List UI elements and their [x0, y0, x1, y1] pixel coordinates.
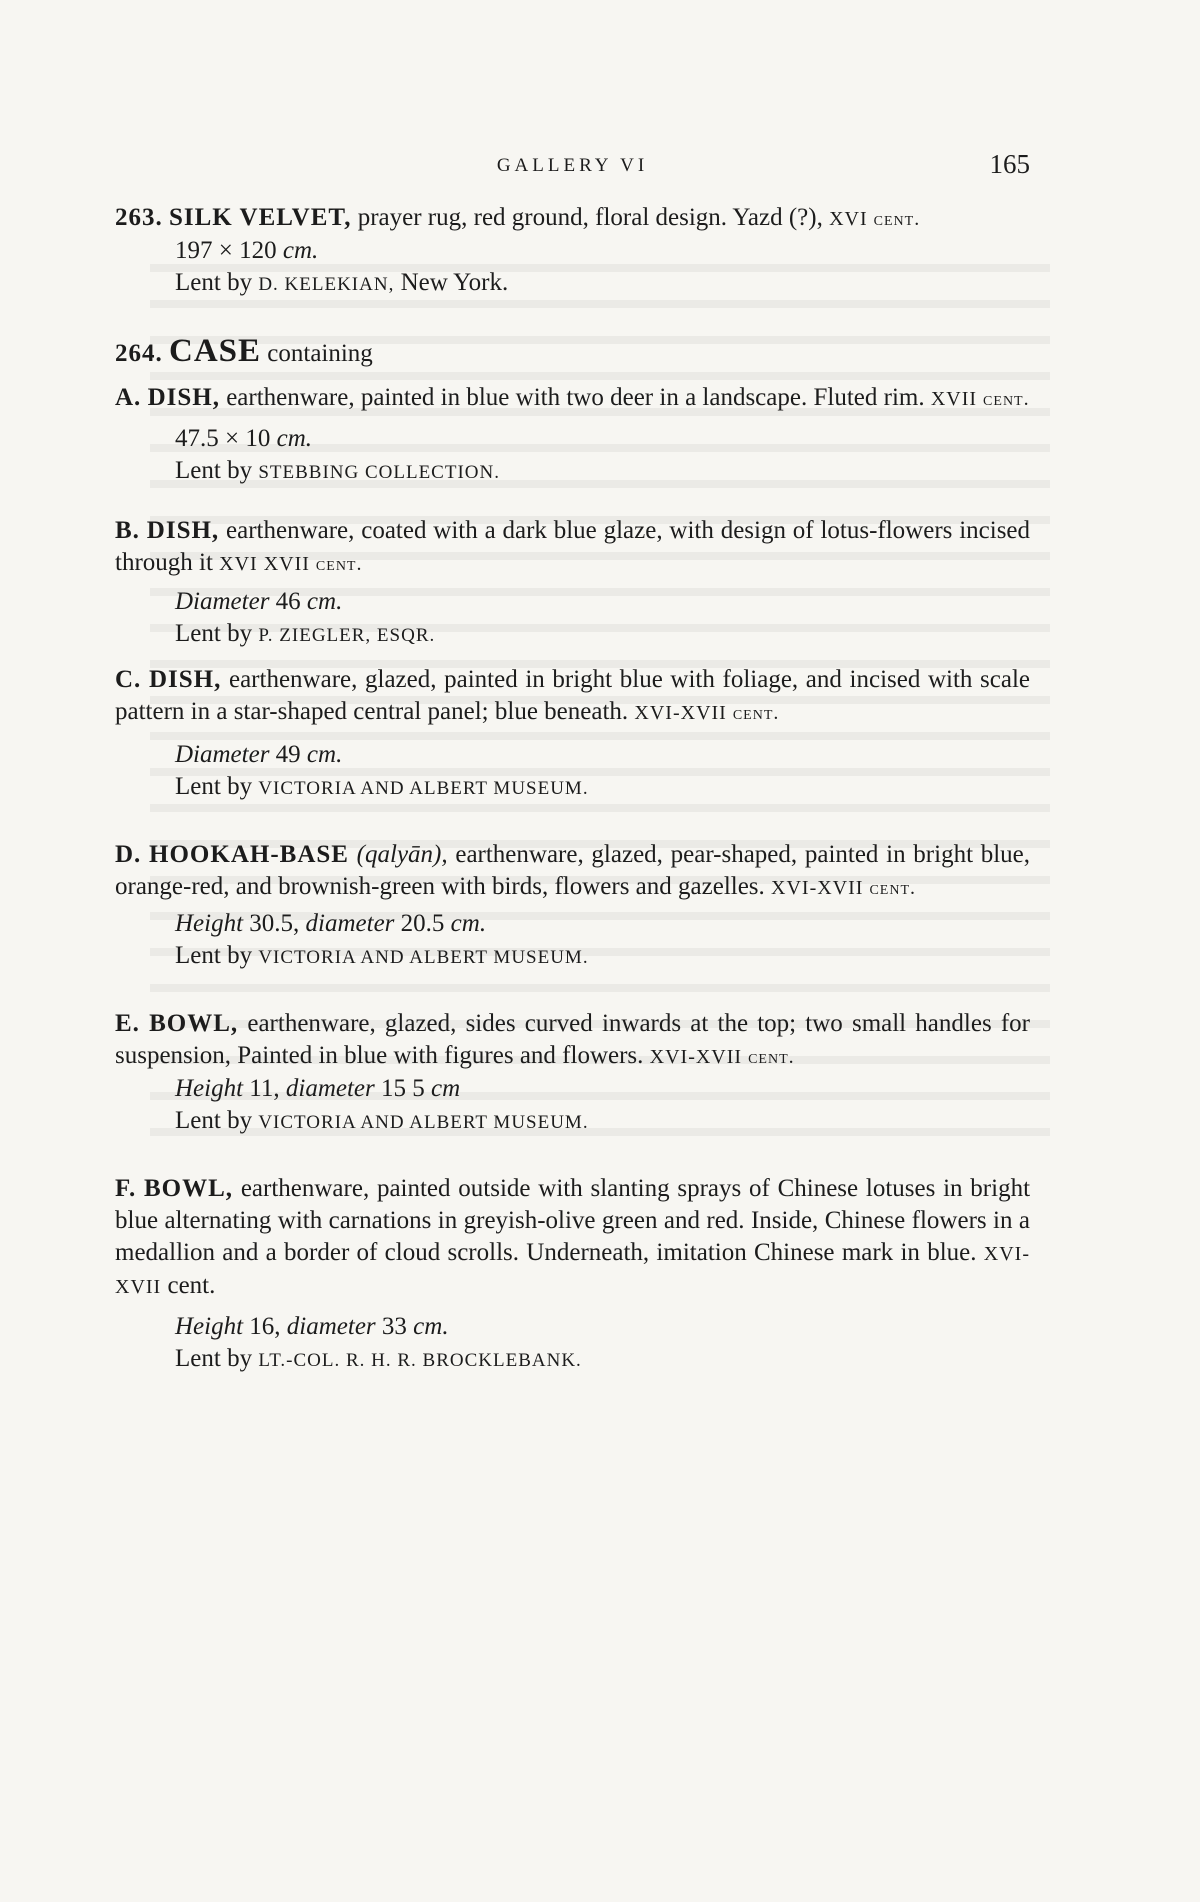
item-lender — [115, 618, 1030, 652]
lent-prefix: Lent by — [175, 457, 253, 484]
item-lender — [115, 455, 1030, 489]
entry-period: XVI cent. — [829, 208, 921, 230]
page-number: 165 — [989, 149, 1030, 179]
item-text: earthenware, painted in blue with two deer in a landscape. Fluted rim. — [226, 384, 925, 411]
lender-name: VICTORIA AND ALBERT MUSEUM. — [258, 778, 589, 799]
measure-value-2: 33 — [381, 1313, 407, 1340]
item-letter: F. — [115, 1175, 137, 1202]
item-f — [115, 1173, 1030, 1377]
item-description — [115, 515, 1030, 580]
lent-prefix: Lent by — [175, 269, 253, 296]
measure-label: Height — [175, 910, 244, 937]
entry-263-lender — [115, 267, 1030, 301]
measure-unit: cm. — [276, 425, 313, 452]
item-description — [115, 1008, 1030, 1073]
item-period: XVI XVII cent. — [219, 553, 363, 575]
lent-prefix: Lent by — [175, 1345, 253, 1372]
item-letter: E. — [115, 1010, 140, 1037]
item-b — [115, 515, 1030, 652]
running-header — [115, 149, 1030, 179]
measure-value: 46 — [275, 588, 301, 615]
item-text: earthenware, glazed, painted in bright blue with foliage, and incised with scale pattern in a star-shaped central panel; blue beneath. — [115, 666, 1031, 725]
measure-unit: cm — [431, 1075, 461, 1102]
measure-label: Height — [175, 1313, 244, 1340]
measure-unit: cm. — [306, 741, 343, 768]
measure-unit: cm. — [306, 588, 343, 615]
measure-value: 16, — [249, 1313, 281, 1340]
item-letter: C. — [115, 666, 142, 693]
lender-name: LT.-COL. R. H. R. BROCKLEBANK. — [258, 1350, 582, 1371]
item-description — [115, 664, 1030, 729]
item-text: earthenware, coated with a dark blue glaze, with design of lotus-flowers incised through it — [115, 517, 1031, 576]
item-period: XVI-XVII cent. — [649, 1046, 795, 1068]
measure-label-2: diameter — [286, 1313, 376, 1340]
entry-263-dimensions — [115, 235, 1030, 267]
lent-prefix: Lent by — [175, 942, 253, 969]
catalogue-body — [115, 202, 1030, 1377]
item-lender — [115, 1343, 1030, 1377]
item-measure — [115, 1073, 1030, 1105]
entry-number: 264. — [115, 340, 163, 367]
measure-label: Diameter — [175, 588, 270, 615]
entry-263 — [115, 202, 1030, 301]
measure-value: 49 — [275, 741, 301, 768]
item-measure — [115, 586, 1030, 618]
item-text: earthenware, glazed, sides curved inwards at the top; two small handles for suspension, Painted in blue with figures and flowers. — [115, 1010, 1031, 1069]
measure-label: Diameter — [175, 741, 270, 768]
entry-title: SILK VELVET, — [169, 204, 352, 231]
item-title: DISH, — [146, 517, 220, 544]
item-title-paren: (qalyān), — [356, 841, 448, 868]
lender-name: VICTORIA AND ALBERT MUSEUM. — [258, 947, 589, 968]
item-c — [115, 664, 1030, 805]
item-period: XVI-XVII cent. — [634, 702, 780, 724]
measure-unit: cm. — [450, 910, 487, 937]
entry-desc: prayer rug, red ground, floral design. Yazd (?), — [357, 204, 823, 231]
item-title: BOWL, — [144, 1175, 234, 1202]
item-measure — [115, 1311, 1030, 1343]
measure-value: 47.5 × 10 — [175, 425, 271, 452]
measure-value: 11, — [249, 1075, 280, 1102]
measure-label: Height — [175, 1075, 244, 1102]
item-period-tail: cent. — [167, 1272, 216, 1299]
item-description — [115, 382, 1030, 415]
lender-name: VICTORIA AND ALBERT MUSEUM. — [258, 1112, 589, 1133]
item-letter: A. — [115, 384, 142, 411]
item-text: earthenware, painted outside with slanting sprays of Chinese lotuses in bright blue alternating with carnations in greyish-olive green and red. Inside, Chinese flowers in a medallion and a border of cloud scrolls. Underneath, imitation Chinese mark in blue. — [115, 1175, 1031, 1266]
lender-name: D. KELEKIAN, — [258, 274, 395, 295]
item-measure — [115, 908, 1030, 940]
item-period: XVI-XVII — [115, 1243, 1031, 1298]
item-lender — [115, 940, 1030, 974]
item-title: HOOKAH-BASE — [149, 841, 349, 868]
lender-place: New York. — [400, 269, 509, 296]
measure-value: 30.5, — [249, 910, 300, 937]
entry-number: 263. — [115, 204, 163, 231]
item-letter: B. — [115, 517, 140, 544]
lender-name: P. ZIEGLER, ESQR. — [258, 625, 436, 646]
lent-prefix: Lent by — [175, 773, 253, 800]
item-description — [115, 1173, 1030, 1303]
entry-title: CASE — [169, 333, 262, 369]
item-e — [115, 1008, 1030, 1139]
lent-prefix: Lent by — [175, 1107, 253, 1134]
item-letter: D. — [115, 841, 142, 868]
dims-unit: cm. — [282, 237, 319, 264]
dims-value: 197 × 120 — [175, 237, 277, 264]
item-period: XVII cent. — [930, 388, 1030, 410]
running-head: GALLERY VI — [496, 155, 649, 176]
item-measure — [115, 739, 1030, 771]
measure-label-2: diameter — [285, 1075, 375, 1102]
entry-suffix: containing — [267, 340, 373, 367]
item-title: DISH, — [148, 666, 222, 693]
entry-264-heading — [115, 335, 1030, 370]
item-text: earthenware, glazed, pear-shaped, painted in bright blue, orange-red, and brownish-green with birds, flowers and gazelles. — [115, 841, 1031, 900]
item-description — [115, 839, 1030, 904]
item-lender — [115, 771, 1030, 805]
entry-263-description — [115, 202, 1030, 235]
measure-unit: cm. — [413, 1313, 449, 1340]
lender-name: STEBBING COLLECTION. — [258, 462, 500, 483]
measure-value-2: 20.5 — [400, 910, 445, 937]
lent-prefix: Lent by — [175, 620, 253, 647]
measure-label-2: diameter — [305, 910, 395, 937]
item-measure — [115, 423, 1030, 455]
item-lender — [115, 1105, 1030, 1139]
item-title: BOWL, — [149, 1010, 239, 1037]
item-title: DISH, — [147, 384, 220, 411]
item-d — [115, 839, 1030, 974]
measure-value-2: 15 5 — [381, 1075, 425, 1102]
item-period: XVI-XVII cent. — [771, 877, 916, 899]
item-a — [115, 382, 1030, 489]
